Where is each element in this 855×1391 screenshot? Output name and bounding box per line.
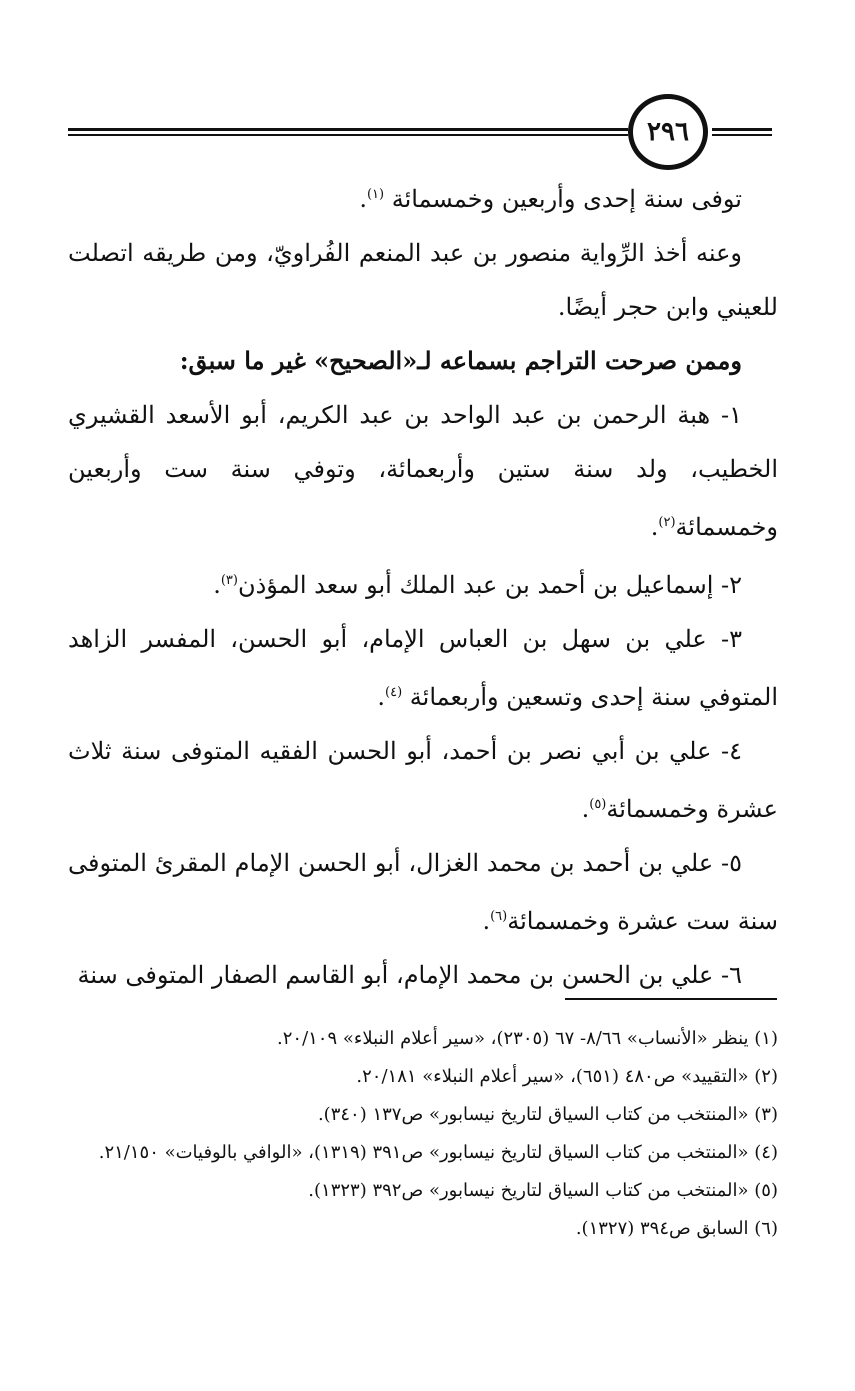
footnote: (٦) السابق ص٣٩٤ (١٣٢٧).: [575, 1218, 778, 1239]
footnote-ref: (٦): [490, 909, 508, 924]
section-heading: وممن صرحت التراجم بسماعه لـ«الصحيح» غير ما سبق:: [179, 346, 742, 375]
header-rule-short: [712, 128, 772, 138]
footnote-ref: (٢): [658, 515, 676, 530]
paragraph: وعنه أخذ الرِّواية منصور بن عبد المنعم الفُراويّ، ومن طريقه اتصلت للعيني وابن حجر أيضًا.: [68, 239, 778, 321]
footnote: (٢) «التقييد» ص٤٨٠ (٦٥١)، «سير أعلام النبلاء» ٢٠/١٨١.: [356, 1066, 778, 1087]
footnote: (١) ينظر «الأنساب» ٨/٦٦- ٦٧ (٢٣٠٥)، «سير أعلام النبلاء» ٢٠/١٠٩.: [277, 1028, 778, 1049]
header-rule: [68, 128, 628, 138]
footnote: (٥) «المنتخب من كتاب السياق لتاريخ نيسابور» ص٣٩٢ (١٣٢٣).: [308, 1180, 778, 1201]
main-text: [68, 168, 778, 1002]
page-number: ٢٩٦: [628, 94, 708, 170]
footnote-ref: (١): [366, 187, 385, 202]
paragraph: توفى سنة إحدى وأربعين وخمسمائة $^{(١)}$.: [359, 185, 742, 213]
footnotes: [68, 1020, 778, 1248]
list-item: ١- هبة الرحمن بن عبد الواحد بن عبد الكريم، أبو الأسعد القشيري الخطيب، ولد سنة ستين وأربعمائة، وتوفي سنة ست وأربعين وخمسمائة$^{(٢)}$.: [68, 401, 778, 541]
footnote-ref: (٤): [385, 685, 403, 700]
footnote: (٣) «المنتخب من كتاب السياق لتاريخ نيسابور» ص١٣٧ (٣٤٠).: [317, 1104, 778, 1125]
footnote-ref: (٥): [589, 797, 607, 812]
footnote-separator: [565, 998, 777, 1000]
list-item: ٤- علي بن أبي نصر بن أحمد، أبو الحسن الفقيه المتوفى سنة ثلاث عشرة وخمسمائة$^{(٥)}$.: [68, 737, 778, 823]
footnote: (٤) «المنتخب من كتاب السياق لتاريخ نيسابور» ص٣٩١ (١٣١٩)، «الوافي بالوفيات» ٢١/١٥٠.: [98, 1142, 778, 1163]
list-item: ٣- علي بن سهل بن العباس الإمام، أبو الحسن، المفسر الزاهد المتوفي سنة إحدى وتسعين وأربعمائة $^{(٤)}$.: [68, 625, 778, 711]
list-item: ٥- علي بن أحمد بن محمد الغزال، أبو الحسن الإمام المقرئ المتوفى سنة ست عشرة وخمسمائة$^{(٦)}$.: [68, 849, 778, 935]
footnote-ref: (٣): [220, 573, 238, 588]
list-item: ٦- علي بن الحسن بن محمد الإمام، أبو القاسم الصفار المتوفى سنة: [77, 961, 742, 989]
list-item: ٢- إسماعيل بن أحمد بن عبد الملك أبو سعد المؤذن$^{(٣)}$.: [213, 571, 742, 599]
